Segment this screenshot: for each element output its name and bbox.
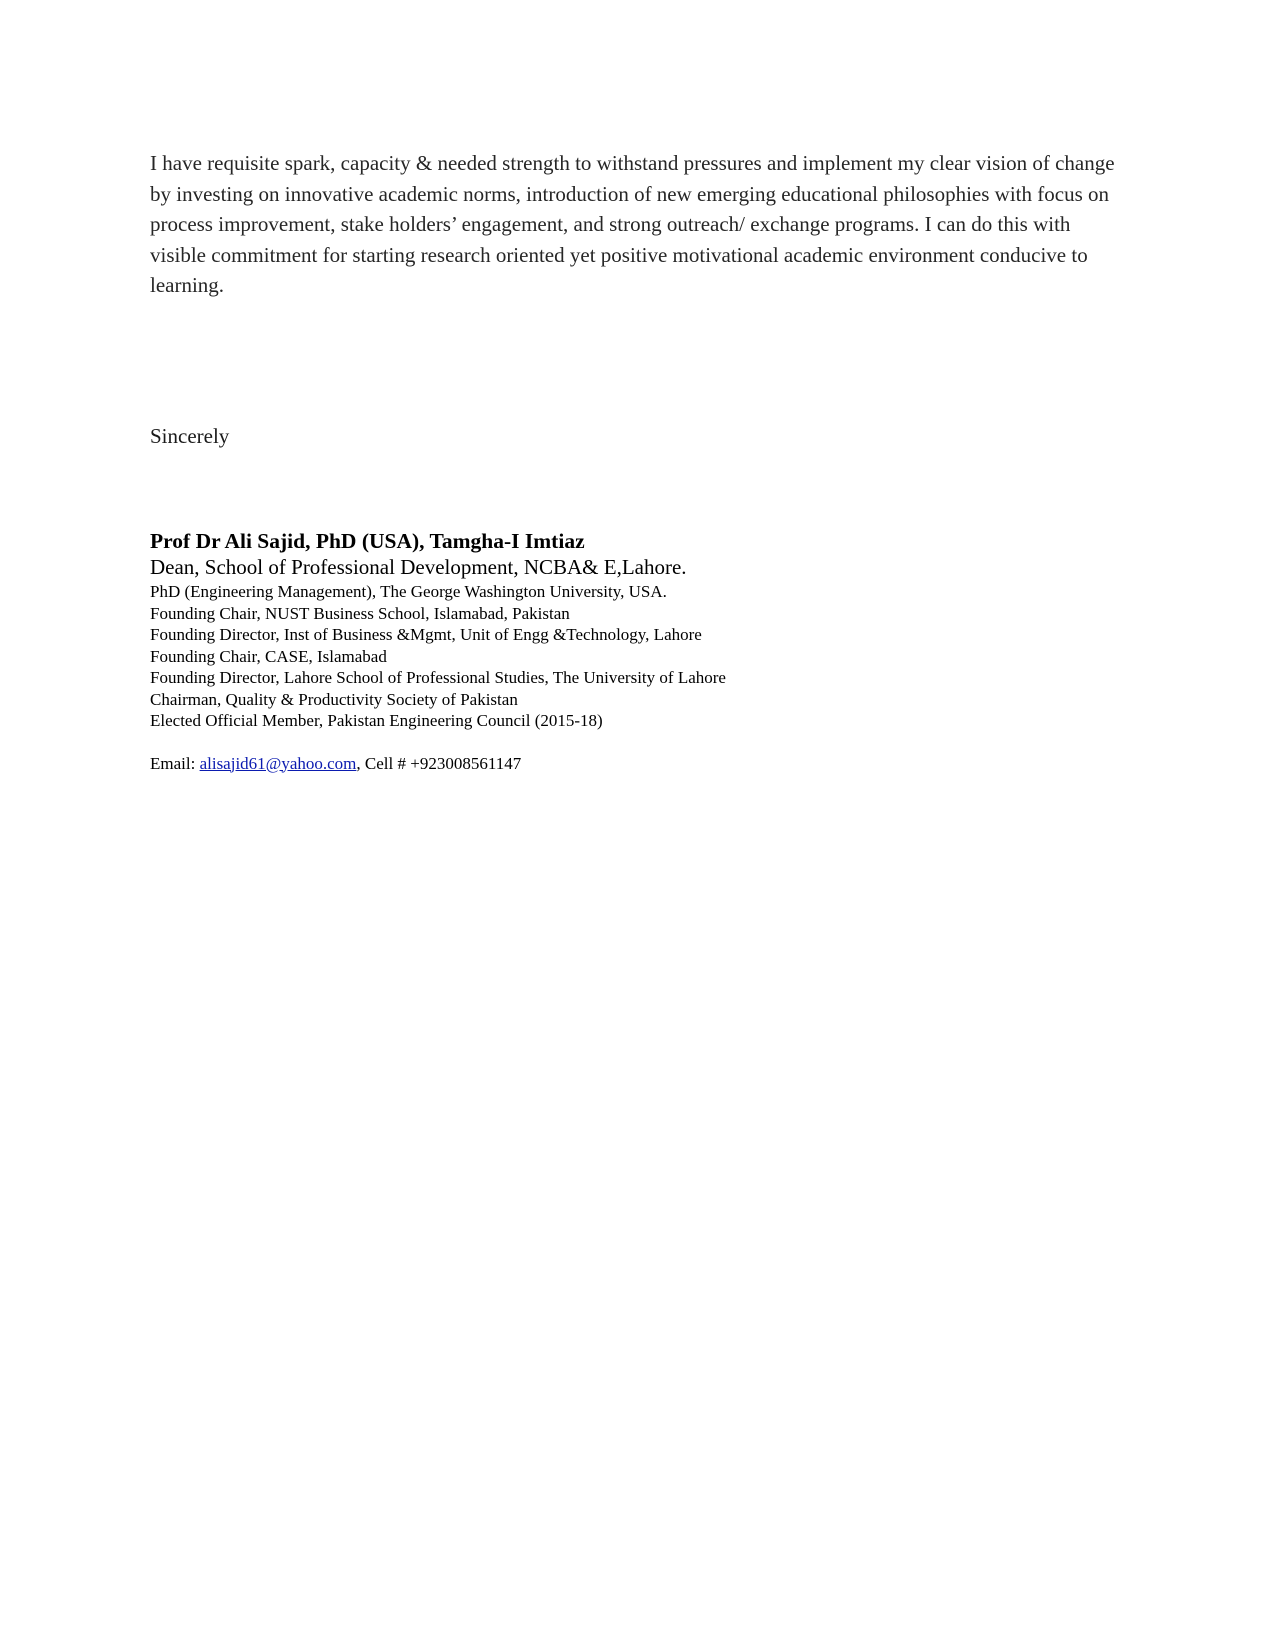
letter-body-paragraph: I have requisite spark, capacity & needed strength to withstand pressures and implement my clear vision of change by investing on innovative academic norms, introduction of new emerging educational philosophies with focus on process improvement, stake holders’ engagement, and strong outreach/ exchange programs. I can do this with visible commitment for starting research oriented yet positive motivational academic environment conducive to learning. [150, 151, 1115, 297]
cell-number: , Cell # +923008561147 [356, 753, 522, 773]
credential-item: Founding Chair, CASE, Islamabad [150, 646, 387, 666]
email-link[interactable]: alisajid61@yahoo.com [199, 753, 357, 773]
signatory-name: Prof Dr Ali Sajid, PhD (USA), Tamgha-I Imtiaz [150, 529, 585, 553]
contact-line [150, 753, 1050, 775]
signatory-title: Dean, School of Professional Development, NCBA& E,Lahore. [150, 555, 687, 579]
credential-item: Founding Director, Inst of Business &Mgmt, Unit of Engg &Technology, Lahore [150, 625, 702, 644]
credential-item: Founding Director, Lahore School of Professional Studies, The University of Lahore [150, 668, 726, 687]
credential-item: Founding Chair, NUST Business School, Islamabad, Pakistan [150, 603, 570, 623]
credential-item: PhD (Engineering Management), The George Washington University, USA. [150, 582, 667, 601]
credential-item: Chairman, Quality & Productivity Society of Pakistan [150, 689, 518, 709]
letter-closing: Sincerely [150, 424, 230, 448]
credential-item: Elected Official Member, Pakistan Engineering Council (2015-18) [150, 711, 603, 730]
email-label: Email: [150, 753, 200, 773]
signature-block [150, 528, 1050, 774]
credentials-list [150, 581, 1050, 732]
